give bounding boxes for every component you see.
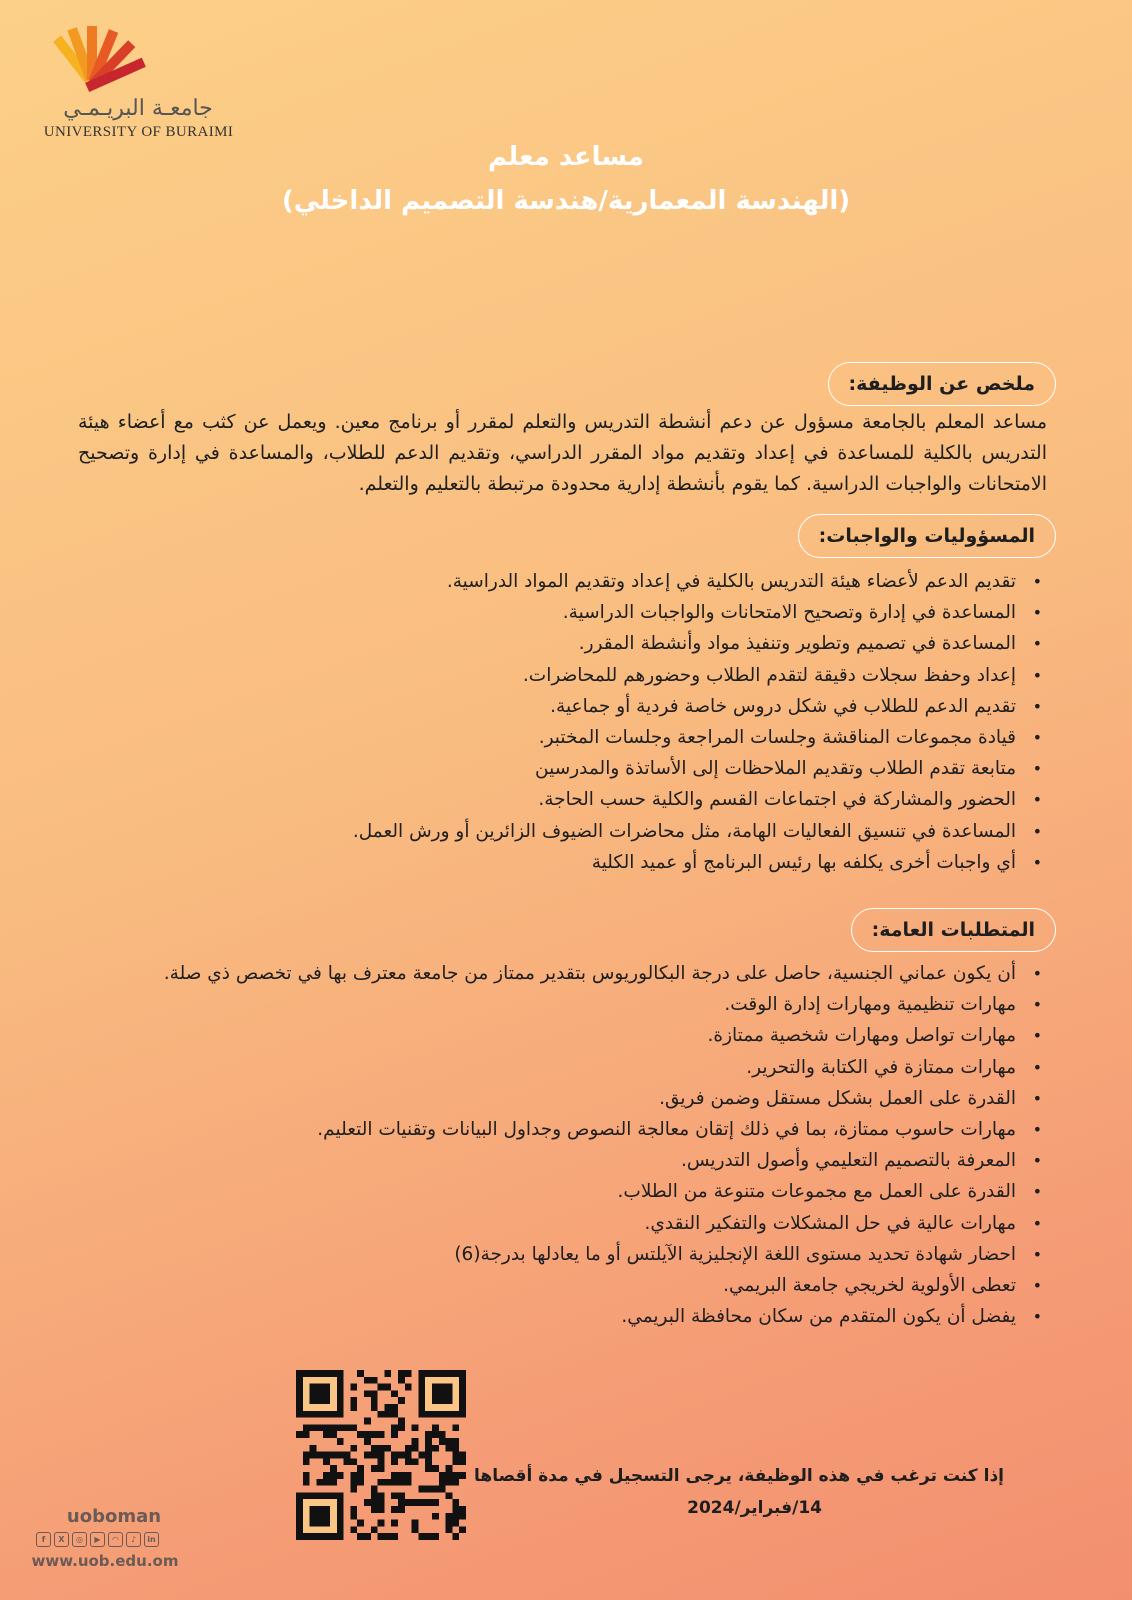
list-item: • المعرفة بالتصميم التعليمي وأصول التدريس.	[90, 1145, 1016, 1176]
facebook-icon[interactable]: f	[36, 1532, 51, 1547]
list-item: • المساعدة في تصميم وتطوير وتنفيذ مواد وأنشطة المقرر.	[90, 628, 1016, 659]
responsibilities-list	[90, 566, 1042, 878]
list-item: • القدرة على العمل بشكل مستقل وضمن فريق.	[90, 1083, 1016, 1114]
summary-text: مساعد المعلم بالجامعة مسؤول عن دعم أنشطة التدريس والتعلم لمقرر أو برنامج معين. ويعمل عن كثب مع أعضاء هيئة التدريس بالكلية للمساعدة في إعداد وتقديم مواد المقرر الدراسي، وتقديم الدعم للطلاب، والمساعدة في إدارة وتصحيح الامتحانات والواجبات الدراسية. كما يقوم بأنشطة إدارية محدودة مرتبطة بالتعليم والتعلم.	[78, 411, 1047, 495]
social-handle: uoboman	[66, 1506, 162, 1527]
list-item: • مهارات تنظيمية ومهارات إدارة الوقت.	[90, 989, 1016, 1020]
requirements-heading: المتطلبات العامة:	[851, 908, 1056, 952]
list-item: • مهارات تواصل ومهارات شخصية ممتازة.	[90, 1020, 1016, 1051]
logo-english-text: UNIVERSITY OF BURAIMI	[43, 124, 234, 140]
job-department: (الهندسة المعمارية/هندسة التصميم الداخلي)	[281, 186, 851, 216]
snapchat-icon[interactable]: ◠	[108, 1532, 123, 1547]
list-item: • قيادة مجموعات المناقشة وجلسات المراجعة وجلسات المختبر.	[90, 722, 1016, 753]
list-item: • تعطى الأولوية لخريجي جامعة البريمي.	[90, 1270, 1016, 1301]
website-link[interactable]: www.uob.edu.om	[31, 1552, 179, 1570]
list-item: • إعداد وحفظ سجلات دقيقة لتقدم الطلاب وحضورهم للمحاضرات.	[90, 660, 1016, 691]
social-icons	[36, 1532, 159, 1547]
apply-deadline: 14/فبراير/2024	[687, 1498, 822, 1518]
list-item: • أي واجبات أخرى يكلفه بها رئيس البرنامج أو عميد الكلية	[90, 847, 1016, 878]
list-item: • مهارات عالية في حل المشكلات والتفكير النقدي.	[90, 1208, 1016, 1239]
linkedin-icon[interactable]: in	[144, 1532, 159, 1547]
list-item: • مهارات حاسوب ممتازة، بما في ذلك إتقان معالجة النصوص وجداول البيانات وتقنيات التعليم.	[90, 1114, 1016, 1145]
list-item: • المساعدة في إدارة وتصحيح الامتحانات والواجبات الدراسية.	[90, 597, 1016, 628]
list-item: • احضار شهادة تحديد مستوى اللغة الإنجليزية الآيلتس أو ما يعادلها بدرجة(6)	[90, 1239, 1016, 1270]
logo-arabic-text: جامعـة البريـمـي	[63, 96, 213, 121]
list-item: • متابعة تقدم الطلاب وتقديم الملاحظات إلى الأساتذة والمدرسين	[90, 753, 1016, 784]
youtube-icon[interactable]: ▶	[90, 1532, 105, 1547]
list-item: • الحضور والمشاركة في اجتماعات القسم والكلية حسب الحاجة.	[90, 784, 1016, 815]
summary-heading: ملخص عن الوظيفة:	[828, 362, 1056, 406]
instagram-icon[interactable]: ◎	[72, 1532, 87, 1547]
list-item: • القدرة على العمل مع مجموعات متنوعة من الطلاب.	[90, 1176, 1016, 1207]
qr-code-icon[interactable]	[296, 1370, 466, 1540]
list-item: • المساعدة في تنسيق الفعاليات الهامة، مثل محاضرات الضيوف الزائرين أو ورش العمل.	[90, 816, 1016, 847]
list-item: • تقديم الدعم لأعضاء هيئة التدريس بالكلية في إعداد وتقديم المواد الدراسية.	[90, 566, 1016, 597]
list-item: • أن يكون عماني الجنسية، حاصل على درجة البكالوريوس بتقدير ممتاز من جامعة معترف بها في تخصص ذي صلة.	[90, 958, 1016, 989]
responsibilities-heading: المسؤوليات والواجبات:	[798, 514, 1056, 558]
list-item: • يفضل أن يكون المتقدم من سكان محافظة البريمي.	[90, 1301, 1016, 1332]
requirements-list	[90, 958, 1042, 1332]
list-item: • مهارات ممتازة في الكتابة والتحرير.	[90, 1052, 1016, 1083]
job-title: مساعد معلم	[488, 142, 644, 172]
list-item: • تقديم الدعم للطلاب في شكل دروس خاصة فردية أو جماعية.	[90, 691, 1016, 722]
x-icon[interactable]: X	[54, 1532, 69, 1547]
tiktok-icon[interactable]: ♪	[126, 1532, 141, 1547]
apply-instructions: إذا كنت ترغب في هذه الوظيفة، يرجى التسجيل في مدة أقصاها	[474, 1466, 1004, 1486]
